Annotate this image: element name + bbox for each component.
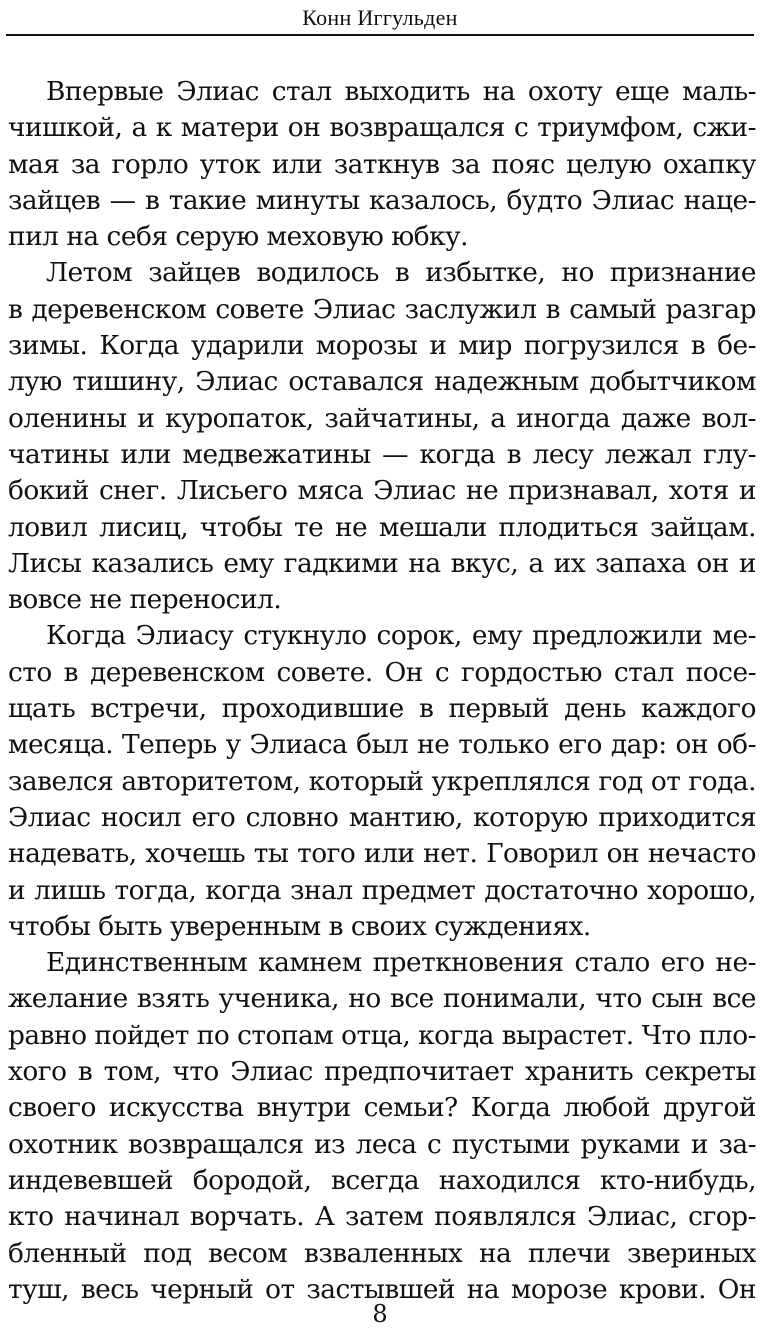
header-rule (6, 34, 754, 36)
text-line: Впервые Элиас стал выходить на охоту еще маль- (46, 76, 756, 107)
body-text (8, 74, 756, 1308)
text-line: пил на себя серую меховую юбку. (8, 221, 468, 253)
text-line: зимы. Когда ударили морозы и мир погрузился в бе- (8, 330, 756, 362)
text-line: индевевшей бородой, всегда находился кто-нибудь, (8, 1164, 756, 1196)
text-line: оленины и куропаток, зайчатины, а иногда даже вол- (8, 402, 756, 434)
paragraph-3 (8, 618, 756, 945)
text-line: желание взять ученика, но все понимали, что сын все (8, 983, 756, 1015)
text-line: и лишь тогда, когда знал предмет достаточно хорошо, (8, 874, 756, 906)
text-line: надевать, хочешь ты того или нет. Говорил он нечасто (8, 838, 756, 870)
text-line: Единственным камнем преткновения стало его не- (46, 947, 756, 979)
text-line: чатины или медвежатины — когда в лесу лежал глу- (8, 438, 756, 470)
text-line: завелся авторитетом, который укреплялся год от года. (8, 765, 756, 797)
text-line: Элиас носил его словно мантию, которую приходится (8, 801, 756, 833)
running-head: Конн Иггульден (302, 5, 458, 30)
text-line: месяца. Теперь у Элиаса был не только его дар: он об- (8, 729, 756, 761)
text-line: своего искусства внутри семьи? Когда любой другой (8, 1092, 756, 1124)
text-line: Лисы казались ему гадкими на вкус, а их запаха он и (8, 547, 756, 579)
text-line: туш, весь черный от застывшей на морозе крови. Он (8, 1273, 756, 1305)
text-line: Летом зайцев водилось в избытке, но признание (46, 257, 756, 289)
text-line: щать встречи, проходившие в первый день каждого (8, 693, 756, 725)
text-line: чишкой, а к матери он возвращался с триумфом, сжи- (8, 112, 756, 144)
text-line: мая за горло уток или заткнув за пояс целую охапку (8, 148, 756, 180)
text-line: равно пойдет по стопам отца, когда вырастет. Что пло- (8, 1019, 756, 1051)
paragraph-4 (8, 945, 756, 1308)
text-line: в деревенском совете Элиас заслужил в самый разгар (8, 293, 756, 325)
text-line: чтобы быть уверенным в своих суждениях. (8, 910, 591, 942)
text-line: бленный под весом взваленных на плечи звериных (8, 1237, 756, 1269)
text-line: бокий снег. Лисьего мяса Элиас не признавал, хотя и (8, 475, 756, 507)
page-number: 8 (372, 1300, 388, 1328)
text-line: хого в том, что Элиас предпочитает хранить секреты (8, 1056, 756, 1088)
text-line: зайцев — в такие минуты казалось, будто Элиас наце- (8, 184, 756, 216)
paragraph-1 (8, 74, 756, 255)
text-line: охотник возвращался из леса с пустыми руками и за- (8, 1128, 756, 1160)
text-line: кто начинал ворчать. А затем появлялся Элиас, сгор- (8, 1201, 756, 1233)
text-line: Когда Элиасу стукнуло сорок, ему предложили ме- (46, 620, 756, 652)
paragraph-2 (8, 255, 756, 618)
text-line: сто в деревенском совете. Он с гордостью стал посе- (8, 656, 756, 688)
text-line: ловил лисиц, чтобы те не мешали плодиться зайцам. (8, 511, 756, 543)
text-line: вовсе не переносил. (8, 584, 282, 616)
text-line: лую тишину, Элиас оставался надежным добытчиком (8, 366, 756, 398)
